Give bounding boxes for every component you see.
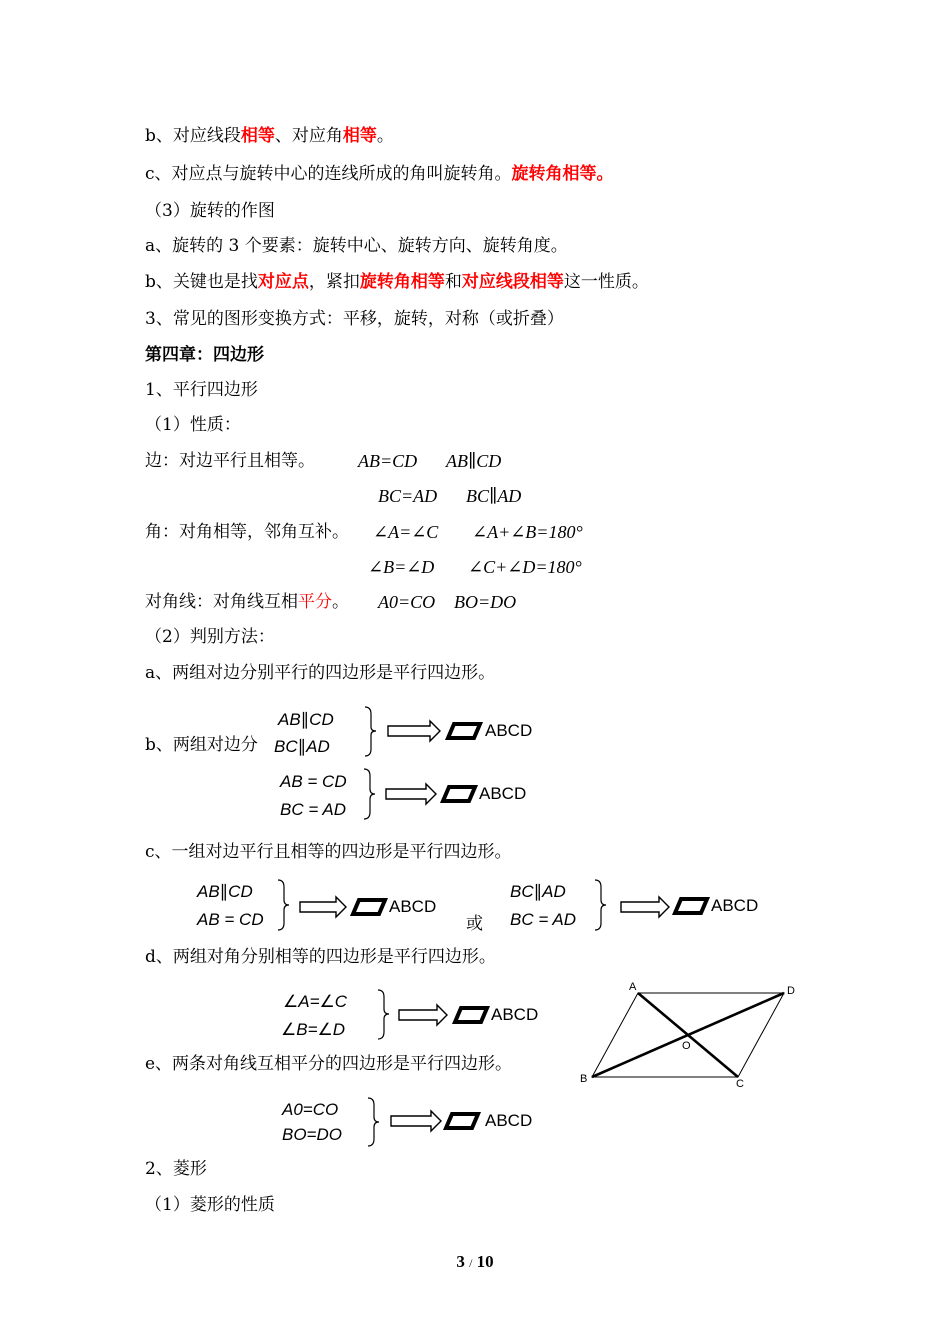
fig-e1-result: ABCD [485,1111,533,1130]
parallelogram-diagram [570,975,810,1095]
figure-b2 [270,765,540,825]
fig-c1-line1: AB∥CD [197,882,253,901]
parallelogram-icon [675,899,707,913]
page-total: 10 [476,1252,494,1271]
rotation-drawing-a: a、旋转的 3 个要素：旋转中心、旋转方向、旋转角度。 [145,236,568,256]
judge-heading: （2）判别方法： [145,627,275,647]
figure-c1 [190,876,450,936]
transform-types: 3、常见的图形变换方式：平移，旋转，对称（或折叠） [145,309,564,329]
implies-arrow-icon [391,1111,441,1131]
fig-b1-line1: AB∥CD [278,710,334,729]
angle-property: 角：对角相等，邻角互补。 [145,522,349,542]
page-footer [0,1252,950,1272]
fig-b1-result: ABCD [485,721,533,740]
implies-arrow-icon [621,897,669,917]
vertex-a-label: A [629,981,637,993]
side-property: 边：对边平行且相等。 [145,451,315,471]
rhombus-title: 2、菱形 [145,1159,207,1179]
page-separator: / [469,1256,473,1270]
vertex-d-label: D [787,985,795,997]
fig-c1-line2: AB = CD [197,910,264,929]
fig-b2-line2: BC = AD [280,800,346,819]
angle-sum2: ∠C+∠D=180° [468,557,582,577]
side-par2: BC∥AD [466,486,522,506]
parallelogram-icon [448,724,480,738]
vertex-c-label: C [736,1078,744,1090]
figure-c2 [505,876,765,936]
brace-icon [368,1098,379,1146]
parallelogram-icon [353,900,385,914]
judge-b: b、两组对边分 [145,735,258,755]
figure-d1 [275,985,545,1045]
chapter-title: 第四章：四边形 [145,345,264,365]
side-par1: AB∥CD [446,451,502,471]
implies-arrow-icon [399,1005,447,1025]
center-o-label: O [682,1040,691,1052]
rotation-prop-b: b、对应线段相等、对应角相等。 [145,126,394,146]
page-number: 3 [456,1252,465,1271]
parallelogram-title: 1、平行四边形 [145,380,258,400]
fig-d1-result: ABCD [491,1005,539,1024]
fig-b2-result: ABCD [479,784,527,803]
brace-icon [365,707,376,756]
diag-eq2: BO=DO [454,592,517,612]
diagonal-property: 对角线：对角线互相平分。 [145,592,349,612]
vertex-b-label: B [580,1073,588,1085]
fig-b1-line2: BC∥AD [274,737,330,756]
judge-e: e、两条对角线互相平分的四边形是平行四边形。 [145,1054,513,1074]
fig-c2-line2: BC = AD [510,910,576,929]
fig-e1-line1: A0=CO [282,1100,339,1119]
parallelogram-icon [443,787,475,801]
angle-sum1: ∠A+∠B=180° [472,522,583,542]
parallelogram-icon [455,1008,487,1022]
angle-eq1: ∠A=∠C [373,522,439,542]
parallelogram-icon [446,1114,478,1128]
angle-eq2: ∠B=∠D [368,557,435,577]
rotation-drawing-b: b、关键也是找对应点，紧扣旋转角相等和对应线段相等这一性质。 [145,272,649,292]
judge-c: c、一组对边平行且相等的四边形是平行四边形。 [145,842,512,862]
rotation-prop-c: c、对应点与旋转中心的连线所成的角叫旋转角。旋转角相等。 [145,164,614,184]
rotation-drawing-heading: （3）旋转的作图 [145,201,275,221]
fig-c2-line1: BC∥AD [510,882,566,901]
fig-e1-line2: BO=DO [282,1125,342,1144]
diagonal-bd [592,993,784,1077]
figure-e1 [275,1093,545,1153]
or-word: 或 [466,914,483,934]
rhombus-props-heading: （1）菱形的性质 [145,1195,275,1215]
judge-a: a、两组对边分别平行的四边形是平行四边形。 [145,663,496,683]
side-eq1: AB=CD [358,451,418,471]
brace-icon [595,880,606,930]
implies-arrow-icon [300,897,346,917]
brace-icon [278,880,289,930]
props-heading: （1）性质： [145,415,241,435]
fig-b2-line1: AB = CD [280,772,347,791]
implies-arrow-icon [388,721,440,741]
figure-b1 [270,702,540,762]
fig-d1-line2: ∠B=∠D [281,1020,346,1039]
fig-d1-line1: ∠A=∠C [283,992,348,1011]
fig-c1-result: ABCD [389,897,437,916]
brace-icon [364,769,375,819]
fig-c2-result: ABCD [711,896,759,915]
side-eq2: BC=AD [378,486,438,506]
brace-icon [378,990,389,1039]
diag-eq1: A0=CO [378,592,436,612]
judge-d: d、两组对角分别相等的四边形是平行四边形。 [145,947,496,967]
implies-arrow-icon [386,784,436,804]
